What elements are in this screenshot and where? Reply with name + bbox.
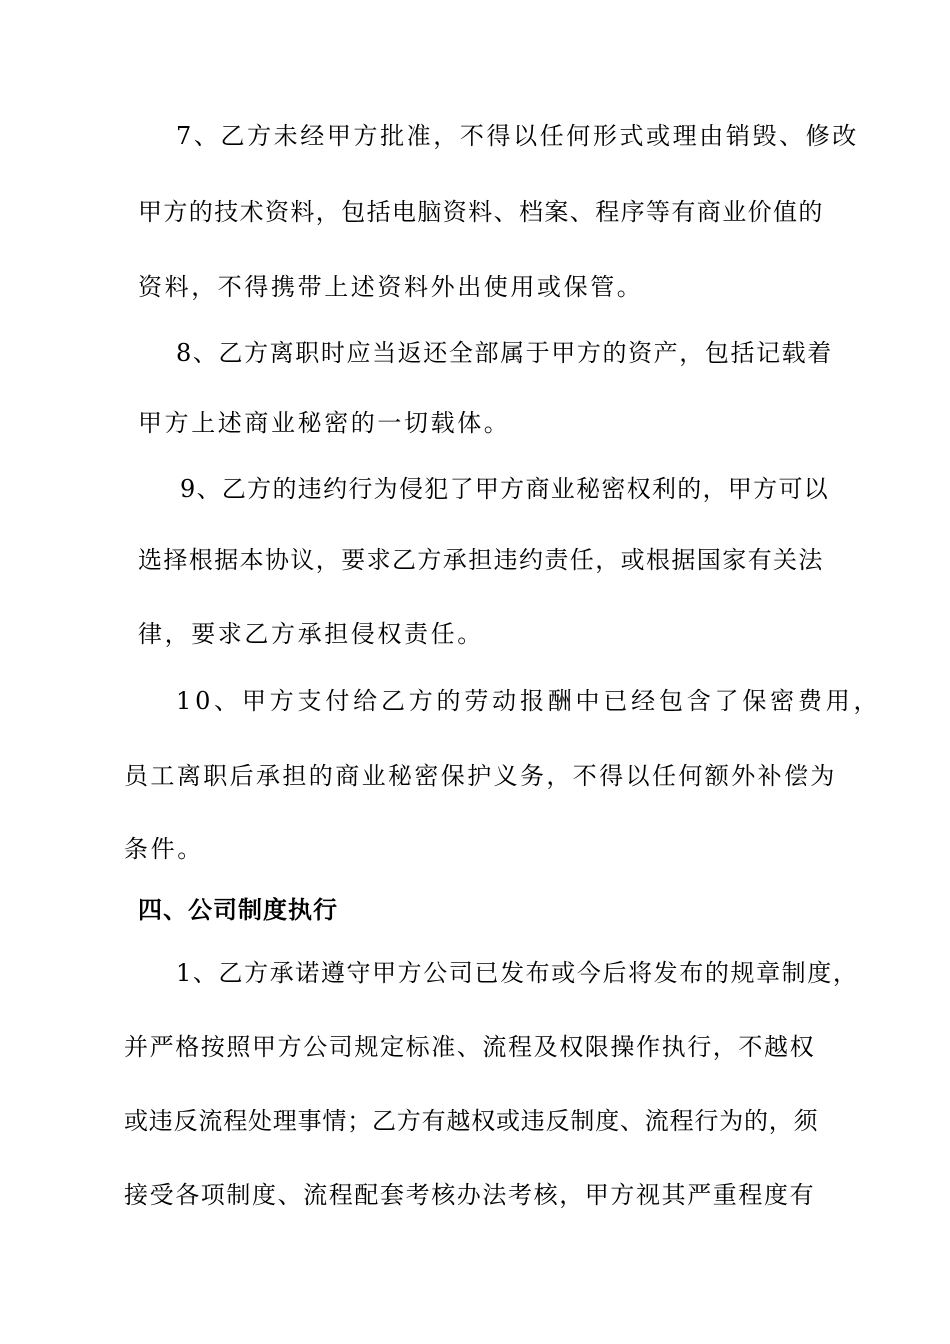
section-4-clause-1-line-4: 接受各项制度、流程配套考核办法考核，甲方视其严重程度有 xyxy=(124,1181,816,1209)
section-4-heading: 四、公司制度执行 xyxy=(138,895,338,924)
clause-10-line-2: 员工离职后承担的商业秘密保护义务，不得以任何额外补偿为 xyxy=(124,762,837,790)
section-4-clause-1-line-3: 或违反流程处理事情；乙方有越权或违反制度、流程行为的，须 xyxy=(124,1107,819,1135)
clause-7-line-1: 7、乙方未经甲方批准，不得以任何形式或理由销毁、修改 xyxy=(176,122,859,150)
clause-8-line-2: 甲方上述商业秘密的一切载体。 xyxy=(138,409,511,437)
clause-10-line-1: 10、甲方支付给乙方的劳动报酬中已经包含了保密费用， xyxy=(176,687,882,715)
clause-10-line-3: 条件。 xyxy=(124,835,204,863)
clause-8-line-1: 8、乙方离职时应当返还全部属于甲方的资产，包括记载着 xyxy=(176,339,833,367)
clause-9-line-3: 律，要求乙方承担侵权责任。 xyxy=(138,620,484,648)
section-4-clause-1-line-1: 1、乙方承诺遵守甲方公司已发布或今后将发布的规章制度， xyxy=(176,959,859,987)
section-4-clause-1-line-2: 并严格按照甲方公司规定标准、流程及权限操作执行，不越权 xyxy=(124,1033,816,1061)
clause-9-line-2: 选择根据本协议，要求乙方承担违约责任，或根据国家有关法 xyxy=(138,546,824,574)
clause-7-line-2: 甲方的技术资料，包括电脑资料、档案、程序等有商业价值的 xyxy=(138,198,824,226)
clause-7-line-3: 资料，不得携带上述资料外出使用或保管。 xyxy=(138,273,644,301)
clause-9-line-1: 9、乙方的违约行为侵犯了甲方商业秘密权利的，甲方可以 xyxy=(180,475,830,503)
